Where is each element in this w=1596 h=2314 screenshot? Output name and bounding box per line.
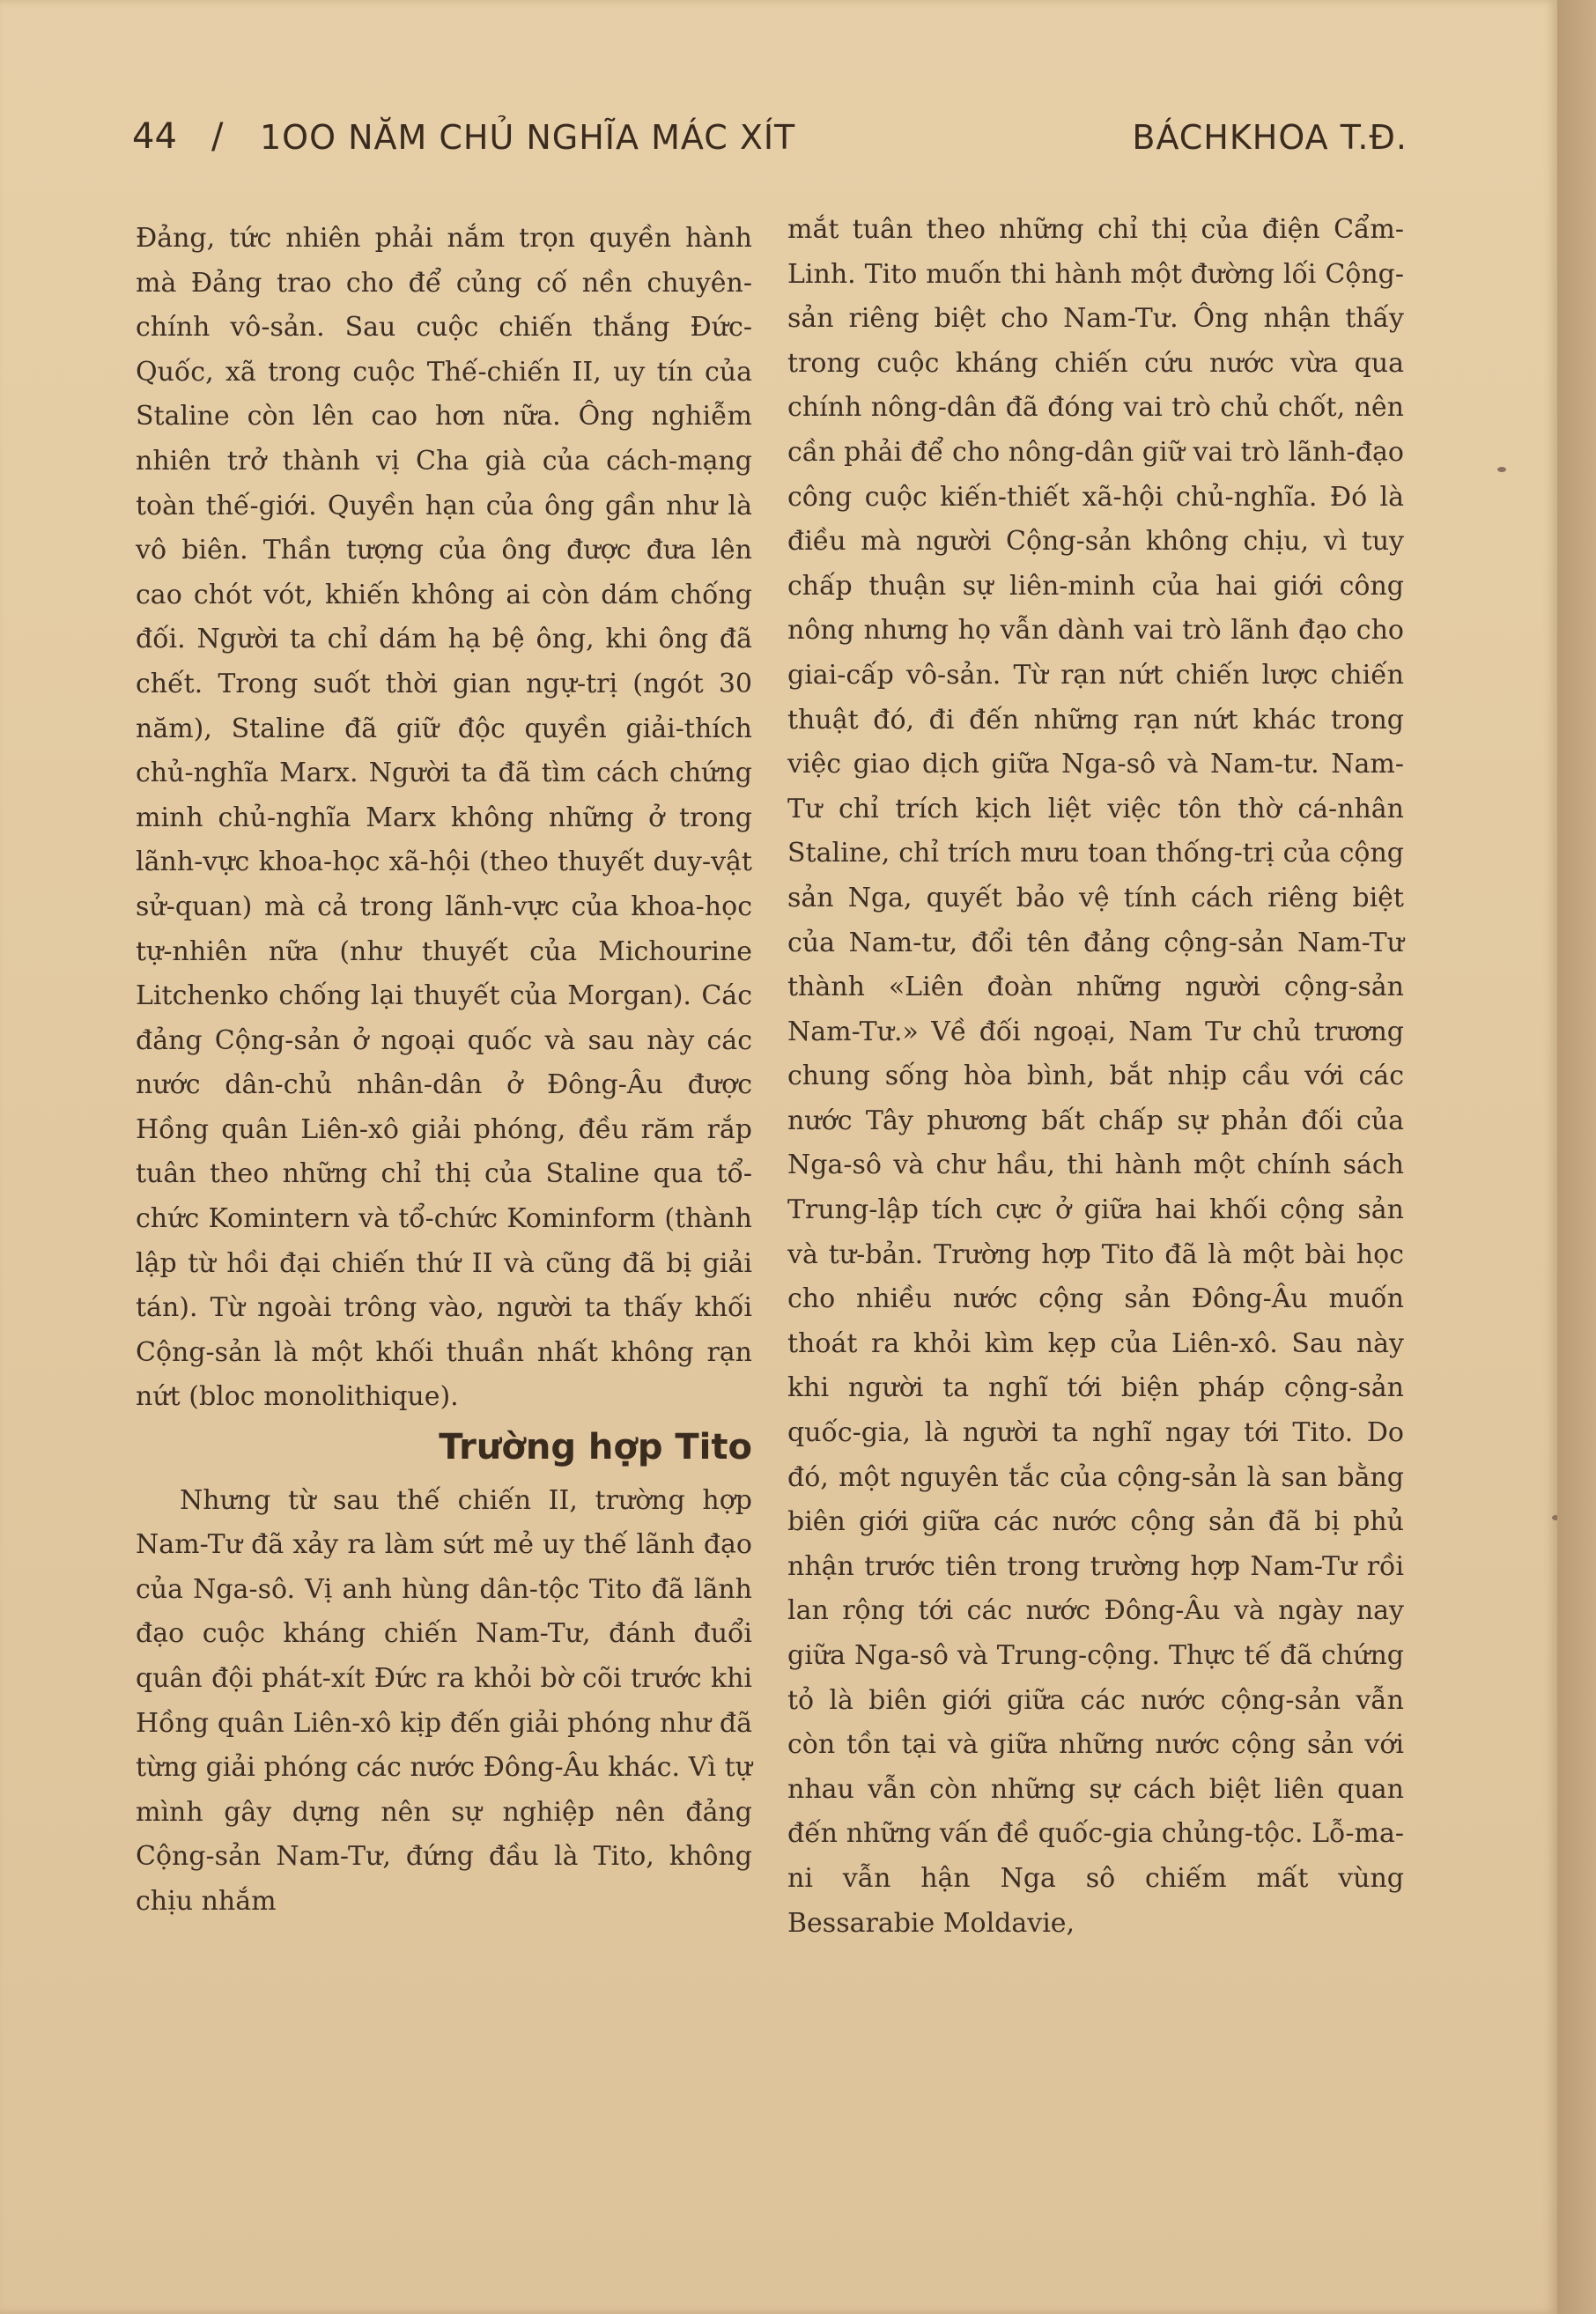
body-paragraph: Đảng, tức nhiên phải nắm trọn quyền hành mà Đảng trao cho để củng cố nền chuyên-chính vô-sản. Sau cuộc chiến thắng Đức-Quốc, xã trong cuộc Thế-chiến II, uy tín của Staline còn lên cao hơn nữa. Ông nghiễm nhiên trở thành vị Cha già của cách-mạng toàn thế-giới. Quyền hạn của ông gần như là vô biên. Thần tượng của ông được đưa lên cao chót vót, khiến không ai còn dám chống đối. Người ta chỉ dám hạ bệ ông, khi ông đã chết. Trong suốt thời gian ngự-trị (ngót 30 năm), Staline đã giữ độc quyền giải-thích chủ-nghĩa Marx. Người ta đã tìm cách chứng minh chủ-nghĩa Marx không những ở trong lãnh-vực khoa-học xã-hội (theo thuyết duy-vật sử-quan) mà cả trong lãnh-vực của khoa-học tự-nhiên nữa (như thuyết của Michourine Litchenko chống lại thuyết của Morgan). Các đảng Cộng-sản ở ngoại quốc và sau này các nước dân-chủ nhân-dân ở Đông-Âu được Hồng quân Liên-xô giải phóng, đều răm rắp tuân theo những chỉ thị của Staline qua tổ-chức Komintern và tổ-chức Kominform (thành lập từ hồi đại chiến thứ II và cũng đã bị giải tán). Từ ngoài trông vào, người ta thấy khối Cộng-sản là một khối thuần nhất không rạn nứt (bloc monolithique). bbox=[136, 223, 752, 1413]
page-header bbox=[132, 116, 1408, 169]
body-paragraph: mắt tuân theo những chỉ thị của điện Cẩm-Linh. Tito muốn thi hành một đường lối Cộng-sản riêng biệt cho Nam-Tư. Ông nhận thấy trong cuộc kháng chiến cứu nước vừa qua chính nông-dân đã đóng vai trò chủ chốt, nên cần phải để cho nông-dân giữ vai trò lãnh-đạo công cuộc kiến-thiết xã-hội chủ-nghĩa. Đó là điều mà người Cộng-sản không chịu, vì tuy chấp thuận sự liên-minh của hai giới công nông nhưng họ vẫn dành vai trò lãnh đạo cho giai-cấp vô-sản. Từ rạn nứt chiến lược chiến thuật đó, đi đến những rạn nứt khác trong việc giao dịch giữa Nga-sô và Nam-tư. Nam-Tư chỉ trích kịch liệt việc tôn thờ cá-nhân Staline, chỉ trích mưu toan thống-trị của cộng sản Nga, quyết bảo vệ tính cách riêng biệt của Nam-tư, đổi tên đảng cộng-sản Nam-Tư thành «Liên đoàn những người cộng-sản Nam-Tư.» Về đối ngoại, Nam Tư chủ trương chung sống hòa bình, bắt nhịp cầu với các nước Tây phương bất chấp sự phản đối của Nga-sô và chư hầu, thi hành một chính sách Trung-lập tích cực ở giữa hai khối cộng sản và tư-bản. Trường hợp Tito đã là một bài học cho nhiều nước cộng sản Đông-Âu muốn thoát ra khỏi kìm kẹp của Liên-xô. Sau này khi người ta nghĩ tới biện pháp cộng-sản quốc-gia, là người ta nghĩ ngay tới Tito. Do đó, một nguyên tắc của cộng-sản là san bằng biên giới giữa các nước cộng sản đã bị phủ nhận trước tiên trong trường hợp Nam-Tư rồi lan rộng tới các nước Đông-Âu và ngày nay giữa Nga-sô và Trung-cộng. Thực tế đã chứng tỏ là biên giới giữa các nước cộng-sản vẫn còn tồn tại và giữa những nước cộng sản với nhau vẫn còn những sự cách biệt liên quan đến những vấn đề quốc-gia chủng-tộc. Lỗ-ma-ni vẫn hận Nga sô chiếm mất vùng Bessarabie Moldavie, bbox=[787, 214, 1404, 1939]
left-column bbox=[136, 217, 752, 1925]
scan-edge bbox=[1557, 0, 1596, 2314]
section-heading: Trường hợp Tito bbox=[439, 1427, 752, 1468]
right-column bbox=[787, 208, 1404, 1946]
running-title: 1OO NĂM CHỦ NGHĨA MÁC XÍT bbox=[260, 118, 796, 157]
paper-speck bbox=[1497, 467, 1506, 472]
page-number: 44 bbox=[132, 116, 177, 157]
header-separator: / bbox=[211, 116, 224, 157]
body-paragraph: Nhưng từ sau thế chiến II, trường hợp Nam-Tư đã xảy ra làm sứt mẻ uy thế lãnh đạo của Nga-sô. Vị anh hùng dân-tộc Tito đã lãnh đạo cuộc kháng chiến Nam-Tư, đánh đuổi quân đội phát-xít Đức ra khỏi bờ cõi trước khi Hồng quân Liên-xô kịp đến giải phóng như đã từng giải phóng các nước Đông-Âu khác. Vì tự mình gây dựng nên sự nghiệp nên đảng Cộng-sản Nam-Tư, đứng đầu là Tito, không chịu nhắm bbox=[136, 1484, 752, 1917]
publisher-name: BÁCHKHOA T.Đ. bbox=[1132, 118, 1408, 157]
